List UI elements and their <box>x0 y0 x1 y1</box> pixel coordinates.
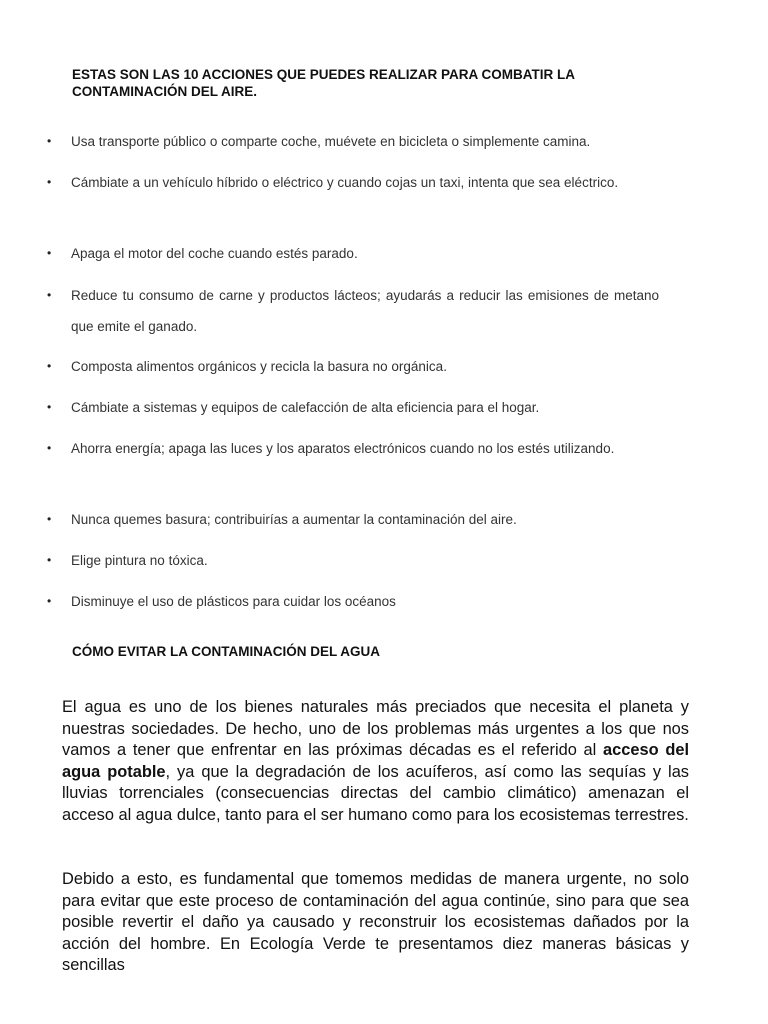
list-item <box>47 280 659 342</box>
bullet-icon: • <box>47 594 52 608</box>
list-item <box>47 586 659 617</box>
paragraph-text-before: El agua es uno de los bienes naturales más preciados que necesita el planeta y nuestras sociedades. De hecho, uno de los problemas más urgentes a los que nos vamos a tener que enfrentar en las próximas décadas es el referido al <box>62 698 689 760</box>
water-measures-paragraph: Debido a esto, es fundamental que tomemos medidas de manera urgente, no solo para evitar que este proceso de contaminación del agua continúe, sino para que sea posible revertir el daño ya causado y reconstruir los ecosistemas dañados por la acción del hombre. En Ecología Verde te presentamos diez maneras básicas y sencillas <box>62 870 689 975</box>
water-pollution-heading: CÓMO EVITAR LA CONTAMINACIÓN DEL AGUA <box>72 644 380 659</box>
water-intro-paragraph <box>62 697 689 827</box>
bullet-icon: • <box>47 441 52 455</box>
list-item <box>47 238 659 269</box>
list-item-text: Usa transporte público o comparte coche, muévete en bicicleta o simplemente camina. <box>71 134 591 149</box>
list-item-text: Cámbiate a un vehículo híbrido o eléctrico y cuando cojas un taxi, intenta que sea eléctrico. <box>71 175 619 190</box>
list-item <box>47 504 659 535</box>
bullet-icon: • <box>47 400 52 414</box>
list-item <box>47 126 659 157</box>
list-item-text: Disminuye el uso de plásticos para cuidar los océanos <box>71 594 396 609</box>
bullet-icon: • <box>47 553 52 567</box>
bullet-icon: • <box>47 512 52 526</box>
list-item-text: Ahorra energía; apaga las luces y los aparatos electrónicos cuando no los estés utilizando. <box>71 441 615 456</box>
bullet-icon: • <box>47 246 52 260</box>
list-item <box>47 545 659 576</box>
paragraph-bold-phrase: acceso del agua potable <box>62 741 690 781</box>
list-item-text: Elige pintura no tóxica. <box>71 553 208 568</box>
list-item <box>47 433 659 464</box>
bullet-icon: • <box>47 359 52 373</box>
list-item-text: Reduce tu consumo de carne y productos lácteos; ayudarás a reducir las emisiones de metano que emite el ganado. <box>71 288 659 334</box>
air-pollution-heading: ESTAS SON LAS 10 ACCIONES QUE PUEDES REALIZAR PARA COMBATIR LA CONTAMINACIÓN DEL AIRE. <box>72 67 575 99</box>
bullet-icon: • <box>47 288 52 302</box>
list-item-text: Nunca quemes basura; contribuirías a aumentar la contaminación del aire. <box>71 512 517 527</box>
list-item-text: Apaga el motor del coche cuando estés parado. <box>71 246 358 261</box>
list-item-text: Cámbiate a sistemas y equipos de calefacción de alta eficiencia para el hogar. <box>71 400 540 415</box>
list-item <box>47 351 659 382</box>
list-item <box>47 392 659 423</box>
list-item <box>47 167 659 198</box>
bullet-icon: • <box>47 134 52 148</box>
list-item-text: Composta alimentos orgánicos y recicla la basura no orgánica. <box>71 359 447 374</box>
bullet-icon: • <box>47 175 52 189</box>
paragraph-text-after: , ya que la degradación de los acuíferos, así como las sequías y las lluvias torrenciales (consecuencias directas del cambio climático) amenazan el acceso al agua dulce, tanto para el ser humano como para los ecosistemas terrestres. <box>62 762 689 824</box>
